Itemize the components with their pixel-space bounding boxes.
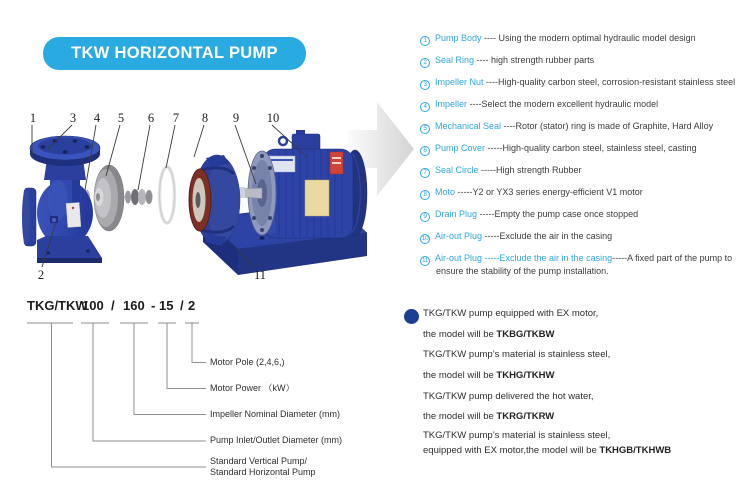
callout-7: 7	[172, 111, 180, 125]
variant-condition: TKG/TKW pump equipped with EX motor,	[423, 308, 599, 319]
o-ring-illustration	[160, 167, 175, 223]
part-name: Impeller Nut	[435, 77, 484, 87]
part-name: Pump Body	[435, 33, 482, 43]
model-code-sep3: /	[180, 298, 184, 313]
label-standard-pump	[210, 456, 316, 478]
variant-block	[423, 304, 755, 345]
model-code-prefix: TKG/TKW	[27, 298, 88, 313]
variant-condition: TKG/TKW pump’s material is stainless steel,	[423, 349, 611, 361]
pump-body-illustration	[22, 136, 102, 263]
model-code-seg1: 100	[82, 298, 104, 313]
part-number-badge: 2	[420, 58, 430, 68]
part-name: Air-out Plug	[435, 253, 483, 263]
part-number-badge: 10	[421, 235, 429, 242]
variant-result	[423, 407, 755, 428]
callout-3: 3	[69, 111, 77, 125]
callout-11: 11	[253, 268, 267, 282]
model-code-sep1: /	[111, 298, 115, 313]
parts-list-item	[420, 77, 756, 90]
part-name: Pump Cover	[435, 143, 486, 153]
exploded-pump-diagram	[10, 100, 420, 295]
label-standard-pump-line1: Standard Vertical Pump/	[210, 456, 308, 466]
callout-1: 1	[29, 111, 37, 125]
variant-result-text: the model will be	[423, 370, 497, 382]
part-description-line2: ensure the stability of the pump installation.	[436, 266, 609, 276]
model-code-seg4: 2	[188, 298, 196, 313]
variant-condition: TKG/TKW pump delivered the hot water,	[423, 390, 594, 402]
label-inlet-outlet-diameter: Pump Inlet/Outlet Diameter (mm)	[210, 435, 343, 445]
part-number-badge: 7	[420, 168, 430, 178]
variant-model-code: TKRG/TKRW	[496, 411, 555, 423]
parts-list	[420, 33, 756, 287]
part-description: -----Exclude the air in the casing	[482, 231, 613, 241]
variant-result	[423, 325, 755, 346]
part-name: Air-out Plug	[435, 231, 483, 241]
variant-model-code: TKBG/TKBW	[496, 328, 555, 340]
part-description: ---- high strength rubber parts	[474, 55, 595, 65]
part-description: ----High-quality carbon steel, corrosion-resistant stainless steel	[483, 77, 736, 87]
label-impeller-diameter: Impeller Nominal Diameter (mm)	[210, 409, 341, 419]
model-code-seg2: 160	[123, 298, 145, 313]
part-name: Mechanical Seal	[435, 121, 502, 131]
part-description: -----Y2 or YX3 series energy-efficient V1 motor	[455, 187, 643, 197]
variant-notes	[423, 304, 755, 458]
part-number-badge: 8	[420, 190, 430, 200]
variant-model-code: TKHG/TKHW	[496, 370, 555, 382]
variant-result-text: the model will be	[423, 328, 497, 340]
variant-result	[423, 443, 755, 458]
parts-list-item	[420, 55, 756, 68]
callout-9: 9	[232, 111, 240, 125]
parts-list-item	[420, 165, 756, 178]
callout-4: 4	[93, 111, 101, 125]
part-description: ---- Using the modern optimal hydraulic model design	[481, 33, 696, 43]
parts-list-item	[420, 187, 756, 200]
part-number-badge: 4	[420, 102, 430, 112]
pump-cover-illustration	[189, 155, 240, 246]
parts-list-item	[420, 231, 756, 244]
part-name: Drain Plug	[435, 209, 478, 219]
variant-result-text: equipped with EX motor,the model will be	[423, 445, 600, 457]
part-description: -----High strength Rubber	[478, 165, 582, 175]
variant-model-code: TKHGB/TKHWB	[599, 445, 672, 457]
variant-block	[423, 387, 755, 428]
parts-list-item	[420, 33, 756, 46]
model-code-seg3: 15	[159, 298, 174, 313]
part-number-badge: 11	[420, 256, 430, 266]
part-number-badge: 5	[420, 124, 430, 134]
variant-block	[423, 428, 755, 458]
part-name: Impeller	[435, 99, 468, 109]
variant-result-text: the model will be	[423, 411, 497, 423]
label-standard-pump-line2: Standard Horizontal Pump	[210, 467, 316, 477]
part-description: ----Rotor (stator) ring is made of Graphite, Hard Alloy	[501, 121, 714, 131]
part-description: -----High-quality carbon steel, stainless steel, casting	[485, 143, 697, 153]
label-motor-power: Motor Power （kW）	[210, 383, 295, 393]
part-name: Seal Circle	[435, 165, 479, 175]
variant-block	[423, 345, 755, 386]
parts-list-item	[420, 121, 756, 134]
part-number-badge: 6	[420, 146, 430, 156]
part-number-badge: 3	[420, 80, 430, 90]
part-description: -----Empty the pump case once stopped	[477, 209, 639, 219]
callout-6: 6	[147, 111, 155, 125]
part-name: Seal Ring	[435, 55, 475, 65]
callout-5: 5	[117, 111, 125, 125]
variant-condition: TKG/TKW pump’s material is stainless steel,	[423, 430, 611, 442]
part-description: ----Select the modern excellent hydraulic model	[467, 99, 659, 109]
bullet-icon	[404, 309, 419, 324]
page-title: TKW HORIZONTAL PUMP	[43, 37, 306, 70]
parts-list-item	[420, 253, 756, 278]
label-motor-pole: Motor Pole (2,4,6,)	[210, 357, 285, 367]
callout-10: 10	[266, 111, 280, 125]
parts-list-item	[420, 209, 756, 222]
callout-2: 2	[37, 268, 45, 282]
model-code-diagram	[25, 296, 395, 496]
callout-8: 8	[201, 111, 209, 125]
part-name: Moto	[435, 187, 456, 197]
part-number-badge: 9	[420, 212, 430, 222]
model-code-sep2: -	[151, 298, 156, 313]
part-name-tail: -----Exclude the air in the casing	[482, 253, 613, 263]
parts-list-item	[420, 99, 756, 112]
part-number-badge: 1	[420, 36, 430, 46]
variant-result	[423, 366, 755, 387]
parts-list-item	[420, 143, 756, 156]
part-description: -----A fixed part of the pump to	[612, 253, 733, 263]
